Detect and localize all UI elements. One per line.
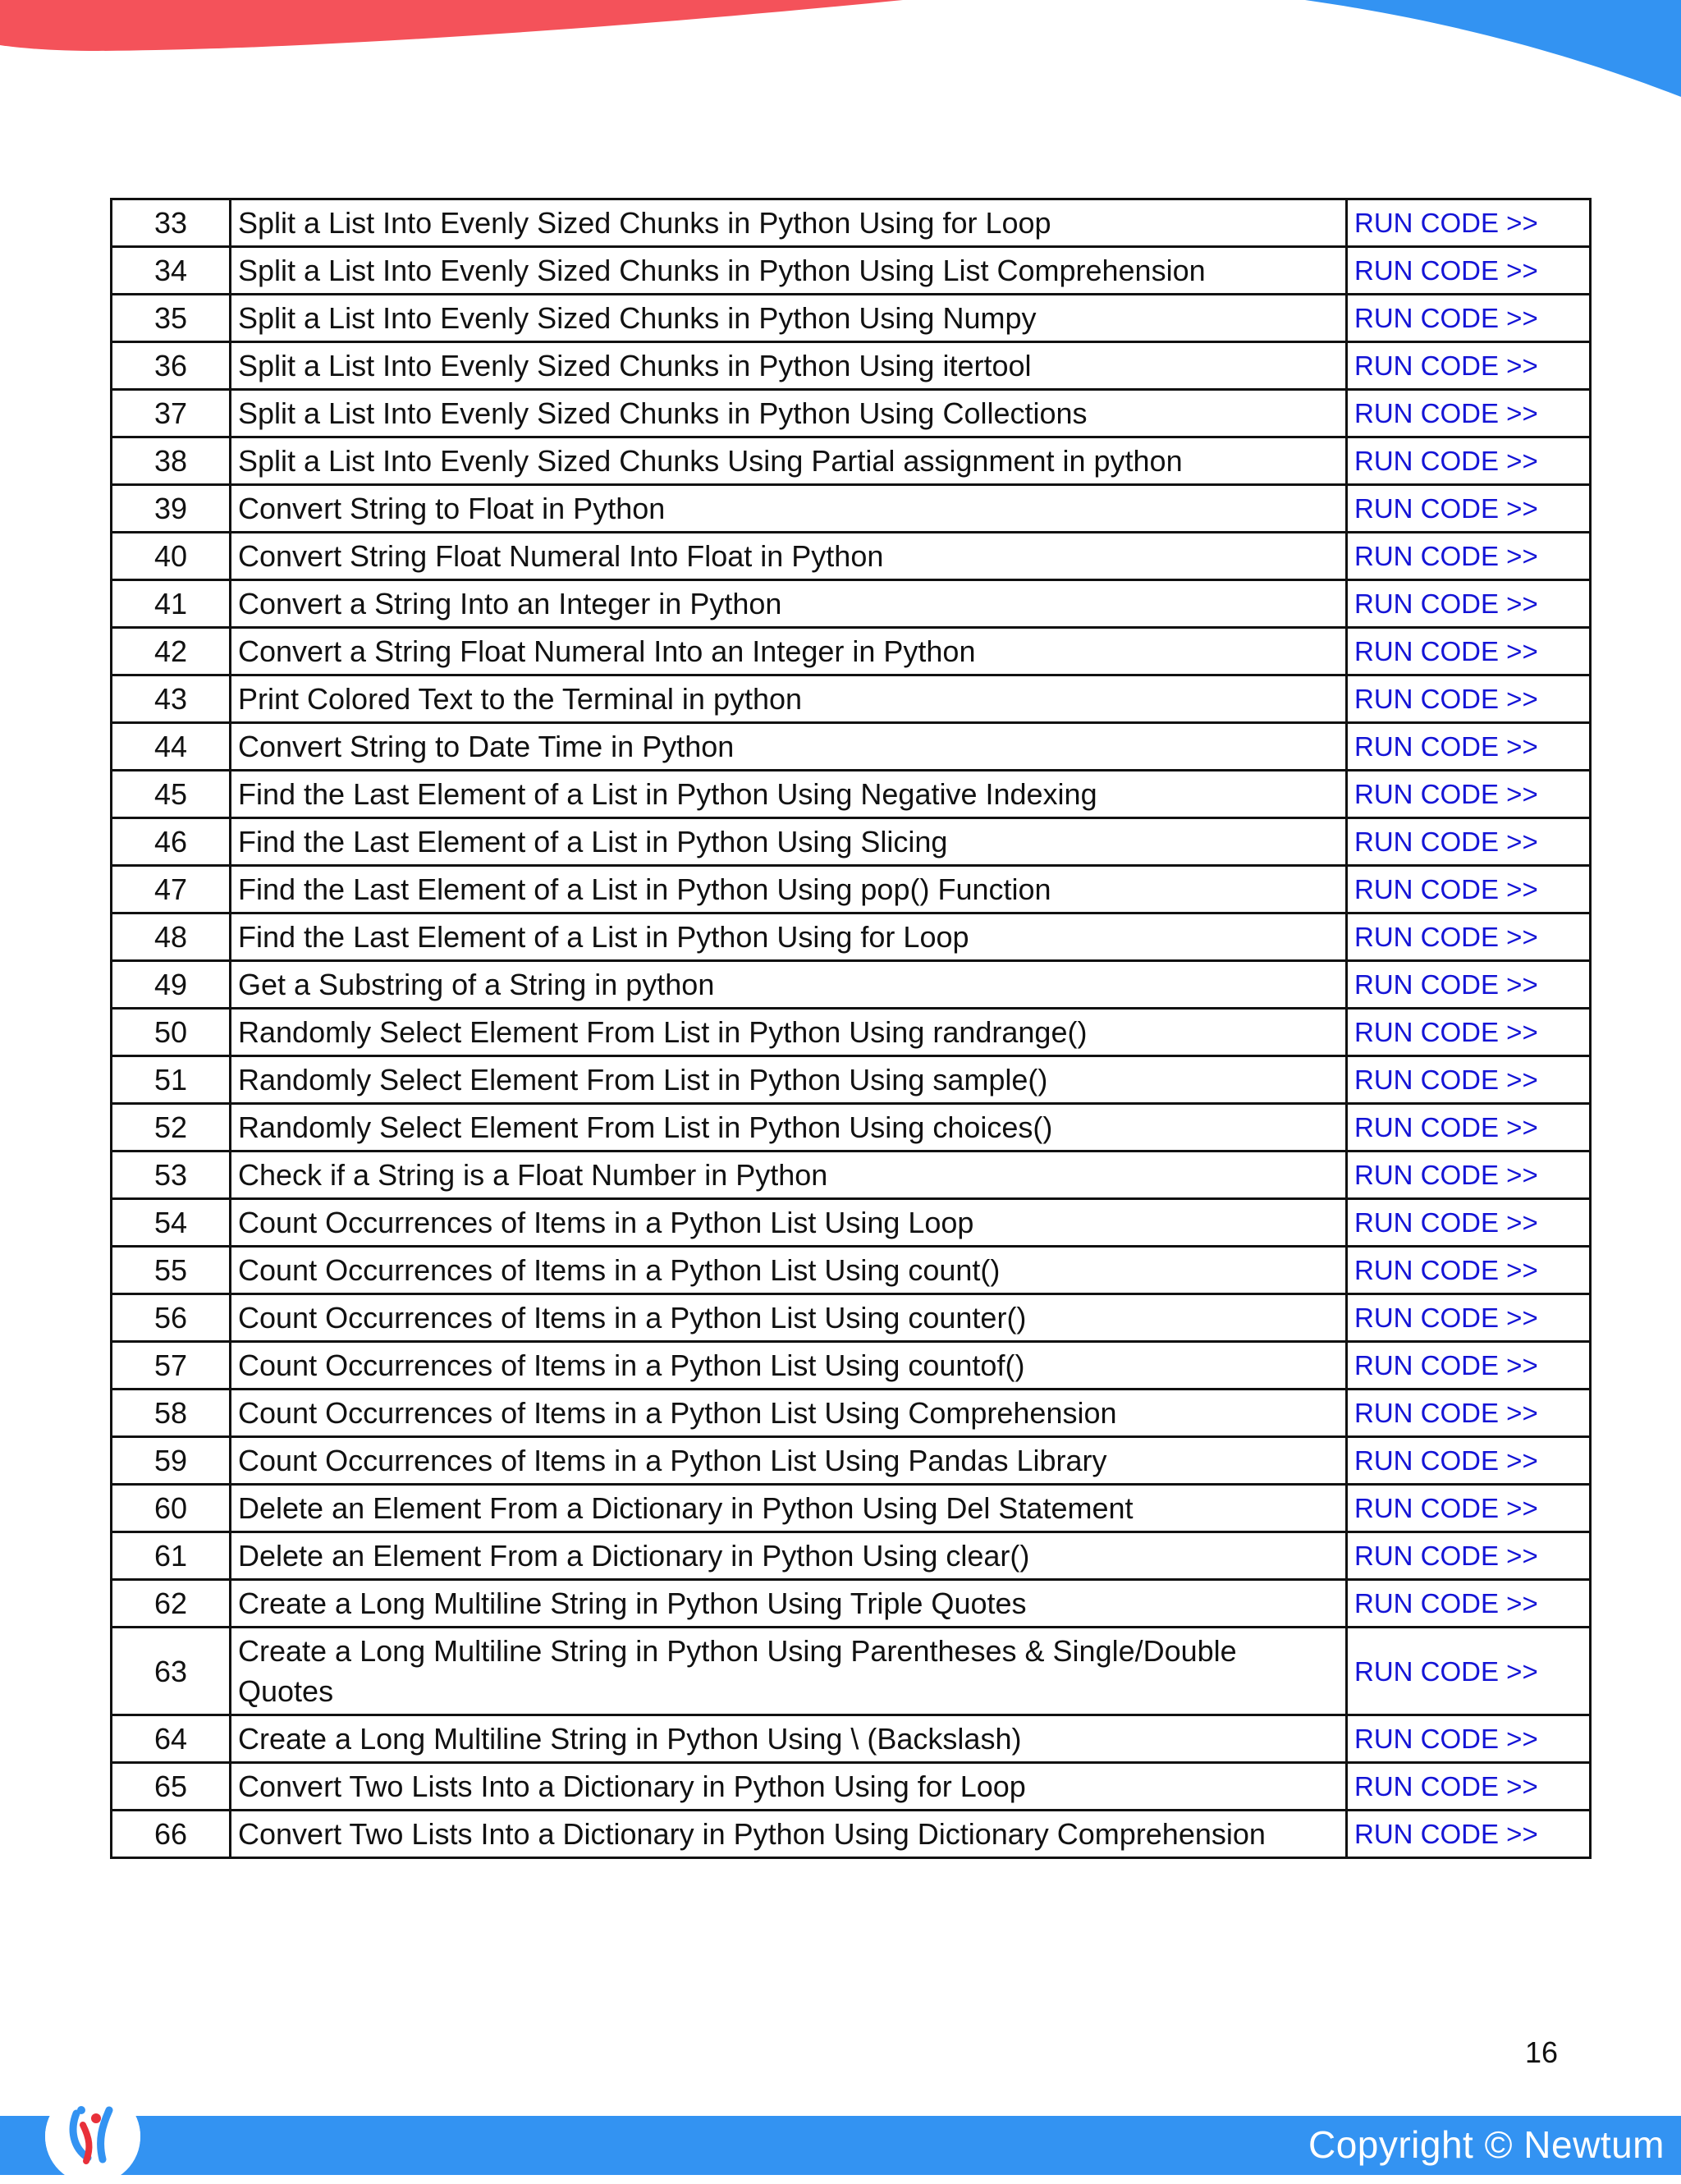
table-row xyxy=(112,390,1591,437)
table-row xyxy=(112,1628,1591,1715)
row-number: 57 xyxy=(112,1342,231,1390)
row-title: Create a Long Multiline String in Python Using \ (Backslash) xyxy=(231,1715,1347,1763)
row-number: 52 xyxy=(112,1104,231,1152)
table-row xyxy=(112,1390,1591,1437)
run-code-link[interactable]: RUN CODE >> xyxy=(1347,580,1591,628)
run-code-link[interactable]: RUN CODE >> xyxy=(1347,1009,1591,1056)
run-code-link[interactable]: RUN CODE >> xyxy=(1347,723,1591,771)
table-row xyxy=(112,1152,1591,1199)
row-number: 42 xyxy=(112,628,231,675)
row-number: 64 xyxy=(112,1715,231,1763)
row-title: Count Occurrences of Items in a Python List Using counter() xyxy=(231,1294,1347,1342)
table-row xyxy=(112,533,1591,580)
row-title: Find the Last Element of a List in Python Using Slicing xyxy=(231,818,1347,866)
row-number: 33 xyxy=(112,199,231,247)
table-row xyxy=(112,199,1591,247)
run-code-link[interactable]: RUN CODE >> xyxy=(1347,1390,1591,1437)
row-number: 35 xyxy=(112,295,231,342)
table-row xyxy=(112,1104,1591,1152)
row-title: Count Occurrences of Items in a Python List Using countof() xyxy=(231,1342,1347,1390)
newtum-logo-graphic xyxy=(45,2089,140,2184)
run-code-link[interactable]: RUN CODE >> xyxy=(1347,818,1591,866)
row-number: 63 xyxy=(112,1628,231,1715)
row-number: 60 xyxy=(112,1485,231,1532)
run-code-link[interactable]: RUN CODE >> xyxy=(1347,1247,1591,1294)
row-number: 37 xyxy=(112,390,231,437)
run-code-link[interactable]: RUN CODE >> xyxy=(1347,533,1591,580)
run-code-link[interactable]: RUN CODE >> xyxy=(1347,1763,1591,1811)
row-number: 50 xyxy=(112,1009,231,1056)
run-code-link[interactable]: RUN CODE >> xyxy=(1347,1199,1591,1247)
row-number: 47 xyxy=(112,866,231,913)
row-title: Randomly Select Element From List in Python Using choices() xyxy=(231,1104,1347,1152)
row-title: Split a List Into Evenly Sized Chunks in Python Using Collections xyxy=(231,390,1347,437)
row-number: 45 xyxy=(112,771,231,818)
row-title: Delete an Element From a Dictionary in Python Using clear() xyxy=(231,1532,1347,1580)
row-number: 49 xyxy=(112,961,231,1009)
run-code-link[interactable]: RUN CODE >> xyxy=(1347,1485,1591,1532)
table-row xyxy=(112,913,1591,961)
row-title: Count Occurrences of Items in a Python List Using Comprehension xyxy=(231,1390,1347,1437)
run-code-link[interactable]: RUN CODE >> xyxy=(1347,1580,1591,1628)
run-code-link[interactable]: RUN CODE >> xyxy=(1347,199,1591,247)
row-title: Split a List Into Evenly Sized Chunks in Python Using List Comprehension xyxy=(231,247,1347,295)
run-code-link[interactable]: RUN CODE >> xyxy=(1347,1056,1591,1104)
row-title: Randomly Select Element From List in Python Using sample() xyxy=(231,1056,1347,1104)
table-row xyxy=(112,1342,1591,1390)
table-row xyxy=(112,1247,1591,1294)
run-code-link[interactable]: RUN CODE >> xyxy=(1347,1628,1591,1715)
row-title: Print Colored Text to the Terminal in python xyxy=(231,675,1347,723)
row-title: Convert String Float Numeral Into Float in Python xyxy=(231,533,1347,580)
table-row xyxy=(112,1009,1591,1056)
copyright-text: Copyright © Newtum xyxy=(1308,2123,1665,2166)
row-title: Split a List Into Evenly Sized Chunks Using Partial assignment in python xyxy=(231,437,1347,485)
row-number: 65 xyxy=(112,1763,231,1811)
run-code-link[interactable]: RUN CODE >> xyxy=(1347,1104,1591,1152)
row-title: Randomly Select Element From List in Python Using randrange() xyxy=(231,1009,1347,1056)
row-title: Count Occurrences of Items in a Python List Using count() xyxy=(231,1247,1347,1294)
table-row xyxy=(112,1485,1591,1532)
row-title: Find the Last Element of a List in Python Using Negative Indexing xyxy=(231,771,1347,818)
red-wave-shape xyxy=(0,0,903,51)
row-number: 39 xyxy=(112,485,231,533)
table-row xyxy=(112,1811,1591,1858)
run-code-link[interactable]: RUN CODE >> xyxy=(1347,437,1591,485)
run-code-link[interactable]: RUN CODE >> xyxy=(1347,390,1591,437)
run-code-link[interactable]: RUN CODE >> xyxy=(1347,913,1591,961)
row-title: Delete an Element From a Dictionary in Python Using Del Statement xyxy=(231,1485,1347,1532)
row-number: 62 xyxy=(112,1580,231,1628)
row-title: Split a List Into Evenly Sized Chunks in Python Using itertool xyxy=(231,342,1347,390)
row-number: 44 xyxy=(112,723,231,771)
run-code-link[interactable]: RUN CODE >> xyxy=(1347,295,1591,342)
blue-wave-shape xyxy=(1305,0,1681,97)
run-code-link[interactable]: RUN CODE >> xyxy=(1347,342,1591,390)
table-row xyxy=(112,771,1591,818)
run-code-link[interactable]: RUN CODE >> xyxy=(1347,771,1591,818)
row-number: 36 xyxy=(112,342,231,390)
run-code-link[interactable]: RUN CODE >> xyxy=(1347,961,1591,1009)
page-number: 16 xyxy=(1525,2035,1559,2069)
run-code-link[interactable]: RUN CODE >> xyxy=(1347,628,1591,675)
table-row xyxy=(112,961,1591,1009)
table-row xyxy=(112,1056,1591,1104)
row-title: Convert String to Float in Python xyxy=(231,485,1347,533)
table-row xyxy=(112,247,1591,295)
newtum-logo-icon xyxy=(45,2089,140,2184)
table-row xyxy=(112,628,1591,675)
table-row xyxy=(112,1199,1591,1247)
row-number: 46 xyxy=(112,818,231,866)
row-number: 56 xyxy=(112,1294,231,1342)
run-code-link[interactable]: RUN CODE >> xyxy=(1347,1715,1591,1763)
row-number: 48 xyxy=(112,913,231,961)
row-title: Split a List Into Evenly Sized Chunks in Python Using for Loop xyxy=(231,199,1347,247)
row-number: 51 xyxy=(112,1056,231,1104)
table-row xyxy=(112,580,1591,628)
row-number: 40 xyxy=(112,533,231,580)
row-number: 43 xyxy=(112,675,231,723)
row-title: Get a Substring of a String in python xyxy=(231,961,1347,1009)
run-code-link[interactable]: RUN CODE >> xyxy=(1347,1342,1591,1390)
table-row xyxy=(112,342,1591,390)
run-code-link[interactable]: RUN CODE >> xyxy=(1347,1437,1591,1485)
row-title: Create a Long Multiline String in Python Using Parentheses & Single/Double Quotes xyxy=(231,1628,1347,1715)
topics-table-body xyxy=(112,199,1591,1858)
table-row xyxy=(112,1294,1591,1342)
row-title: Find the Last Element of a List in Python Using pop() Function xyxy=(231,866,1347,913)
row-title: Convert String to Date Time in Python xyxy=(231,723,1347,771)
run-code-link[interactable]: RUN CODE >> xyxy=(1347,1811,1591,1858)
topics-table xyxy=(110,198,1592,1859)
row-number: 61 xyxy=(112,1532,231,1580)
run-code-link[interactable]: RUN CODE >> xyxy=(1347,866,1591,913)
table-row xyxy=(112,723,1591,771)
run-code-link[interactable]: RUN CODE >> xyxy=(1347,1294,1591,1342)
table-row xyxy=(112,1715,1591,1763)
row-title: Split a List Into Evenly Sized Chunks in Python Using Numpy xyxy=(231,295,1347,342)
table-row xyxy=(112,485,1591,533)
row-number: 34 xyxy=(112,247,231,295)
row-number: 53 xyxy=(112,1152,231,1199)
row-number: 59 xyxy=(112,1437,231,1485)
row-title: Count Occurrences of Items in a Python List Using Pandas Library xyxy=(231,1437,1347,1485)
table-row xyxy=(112,295,1591,342)
row-title: Check if a String is a Float Number in Python xyxy=(231,1152,1347,1199)
table-row xyxy=(112,437,1591,485)
table-row xyxy=(112,1763,1591,1811)
table-row xyxy=(112,866,1591,913)
row-title: Find the Last Element of a List in Python Using for Loop xyxy=(231,913,1347,961)
row-number: 58 xyxy=(112,1390,231,1437)
run-code-link[interactable]: RUN CODE >> xyxy=(1347,1532,1591,1580)
row-title: Count Occurrences of Items in a Python List Using Loop xyxy=(231,1199,1347,1247)
run-code-link[interactable]: RUN CODE >> xyxy=(1347,675,1591,723)
run-code-link[interactable]: RUN CODE >> xyxy=(1347,247,1591,295)
row-title: Create a Long Multiline String in Python Using Triple Quotes xyxy=(231,1580,1347,1628)
table-row xyxy=(112,675,1591,723)
row-title: Convert Two Lists Into a Dictionary in Python Using Dictionary Comprehension xyxy=(231,1811,1347,1858)
row-title: Convert a String Float Numeral Into an Integer in Python xyxy=(231,628,1347,675)
table-row xyxy=(112,1437,1591,1485)
table-row xyxy=(112,1532,1591,1580)
row-title: Convert Two Lists Into a Dictionary in Python Using for Loop xyxy=(231,1763,1347,1811)
table-row xyxy=(112,1580,1591,1628)
row-number: 54 xyxy=(112,1199,231,1247)
row-number: 41 xyxy=(112,580,231,628)
header-wave-decoration xyxy=(0,0,1681,107)
row-number: 38 xyxy=(112,437,231,485)
row-number: 66 xyxy=(112,1811,231,1858)
table-row xyxy=(112,818,1591,866)
run-code-link[interactable]: RUN CODE >> xyxy=(1347,1152,1591,1199)
row-title: Convert a String Into an Integer in Python xyxy=(231,580,1347,628)
run-code-link[interactable]: RUN CODE >> xyxy=(1347,485,1591,533)
row-number: 55 xyxy=(112,1247,231,1294)
